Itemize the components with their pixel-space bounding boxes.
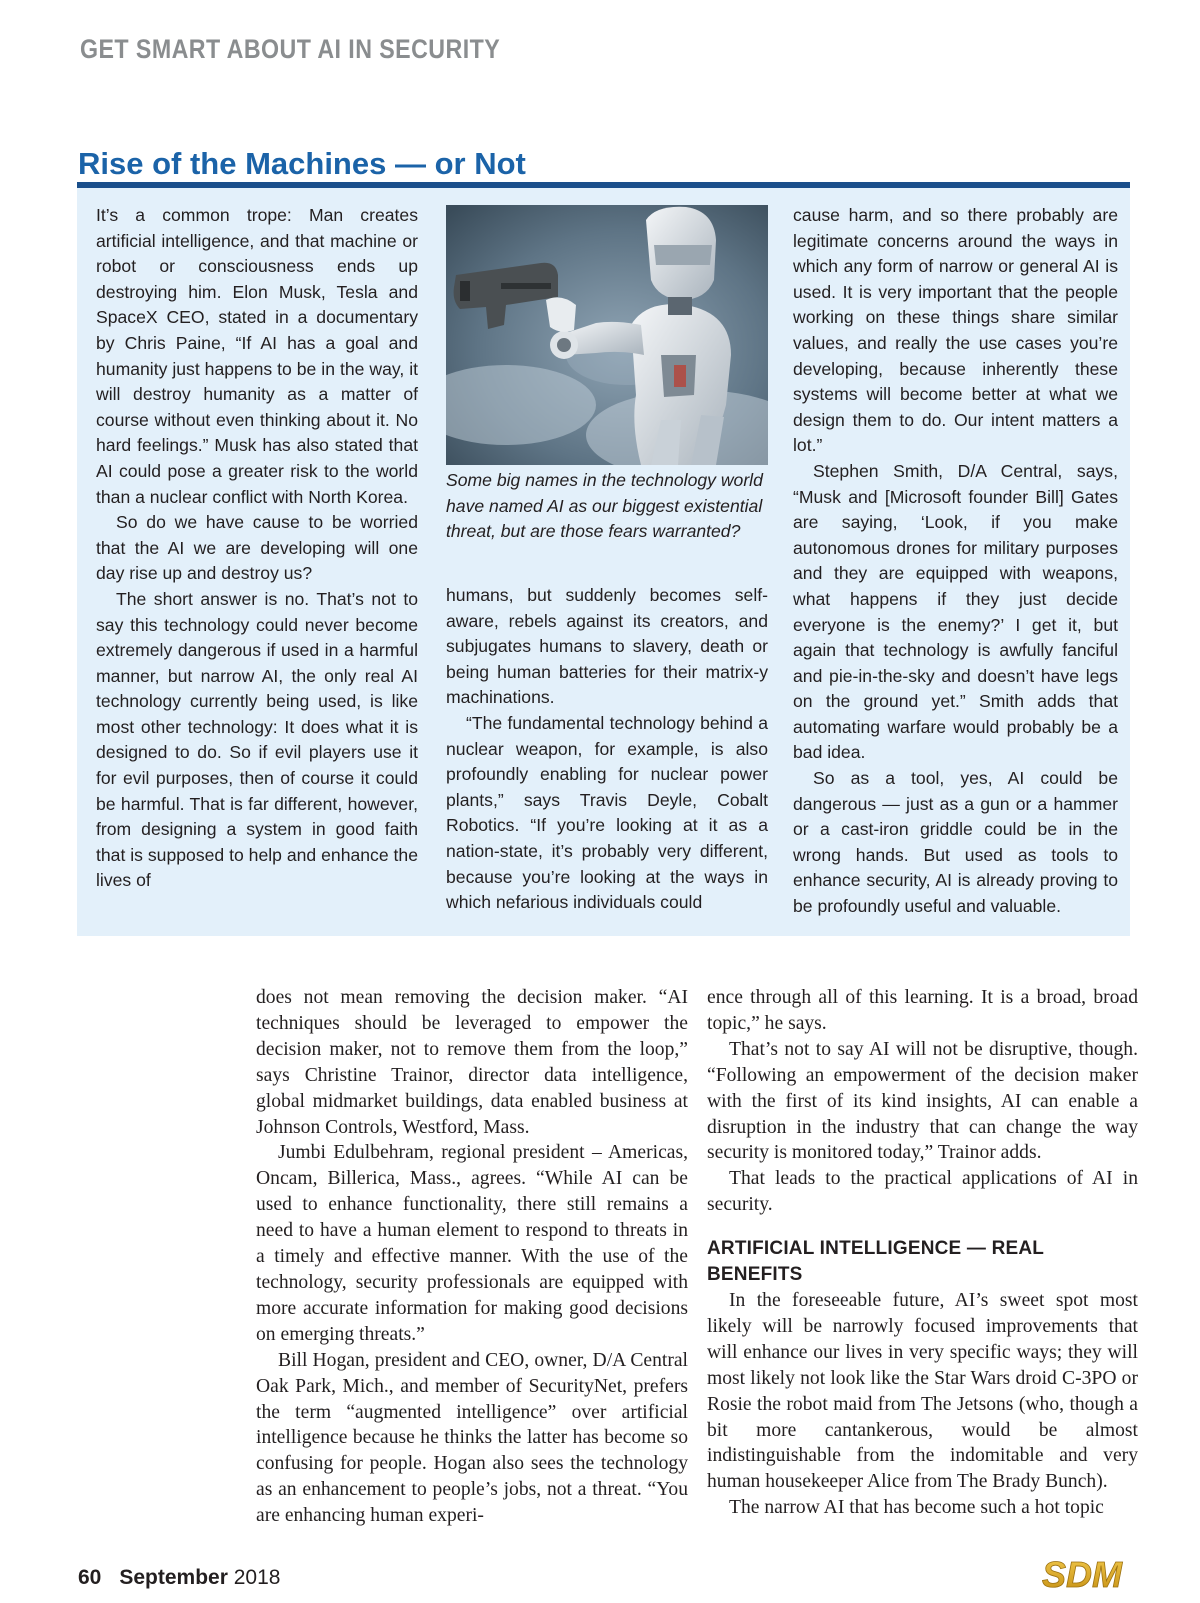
sidebar-paragraph: It’s a common trope: Man creates artificial intelligence, and that machine or robot or consciousness ends up destroying him. Elon Musk, Tesla and SpaceX CEO, stated in a documentary by Chris Paine, “If AI has a goal and humanity just happens to be in the way, it will destroy humanity as a matter of course without even thinking about it. No hard feelings.” Musk has also stated that AI could pose a greater risk to the world than a nuclear conflict with North Korea.	[96, 205, 418, 507]
issue-month: September	[119, 1566, 228, 1589]
body-paragraph: In the foreseeable future, AI’s sweet spot most likely will be narrowly focused improvements that will enhance our lives in very specific ways; they will most likely not look like the Star Wars droid C-3PO or Rosie the robot maid from The Jetsons (who, though a bit more cantankerous, would be almost indistinguishable from the indomitable and very human housekeeper Alice from The Brady Bunch).	[707, 1289, 1138, 1493]
page-footer	[78, 1566, 280, 1590]
body-paragraph: That’s not to say AI will not be disruptive, though. “Following an empowerment of the decision maker with the first of its kind insights, AI can enable a disruption in the industry that can change the way security is monitored today,” Trainor adds.	[707, 1038, 1138, 1164]
section-subhead: ARTIFICIAL INTELLIGENCE — REAL BENEFITS	[707, 1238, 1044, 1286]
body-paragraph: does not mean removing the decision maker. “AI techniques should be leveraged to empower the decision maker, not to remove them from the loop,” says Christine Trainor, director data intelligence, global midmarket buildings, data enabled business at Johnson Controls, Westford, Mass.	[256, 987, 688, 1138]
body-paragraph: The narrow AI that has become such a hot topic	[729, 1497, 1104, 1519]
body-paragraph: That leads to the practical applications of AI in security.	[707, 1168, 1138, 1216]
robot-with-gun-photo	[446, 205, 768, 465]
sidebar-paragraph: cause harm, and so there probably are legitimate concerns around the ways in which any form of narrow or general AI is used. It is very important that the people working on these things share similar values, and really the use cases you’re developing, because inherently these systems will become better at what we design them to do. Our intent matters a lot.”	[793, 205, 1118, 456]
sidebar-paragraph: Stephen Smith, D/A Central, says, “Musk and [Microsoft founder Bill] Gates are saying, ‘Look, if you make autonomous drones for military purposes and they are equipped with weapons, what happens if they just decide everyone is the enemy?’ I get it, but again that technology is awfully fanciful and pie-in-the-sky and doesn’t have legs on the ground yet.” Smith adds that automating warfare would probably be a bad idea.	[793, 460, 1118, 763]
sidebar-right-column	[793, 203, 1118, 920]
issue-year: 2018	[233, 1566, 281, 1589]
sidebar-paragraph: So as a tool, yes, AI could be dangerous — just as a gun or a hammer or a cast-iron griddle could be in the wrong hands. But used as tools to enhance security, AI is already proving to be profoundly useful and valuable.	[793, 768, 1118, 917]
body-paragraph: ence through all of this learning. It is a broad, broad topic,” he says.	[707, 987, 1138, 1034]
section-title: GET SMART ABOUT AI IN SECURITY	[80, 34, 501, 64]
photo-caption: Some big names in the technology world have named AI as our biggest existential threat, but are those fears warranted?	[446, 470, 763, 542]
body-paragraph: Jumbi Edulbehram, regional president – Americas, Oncam, Billerica, Mass., agrees. “While AI can be used to enhance functionality, there still remains a need to have a human element to respond to threats in a timely and effective manner. With the use of the technology, security professionals are equipped with more accurate information for making good decisions on emerging threats.”	[256, 1142, 688, 1345]
sdm-logo	[1038, 1554, 1140, 1594]
sidebar-paragraph: The short answer is no. That’s not to say this technology could never become extremely dangerous if used in a harmful manner, but narrow AI, the only real AI technology currently being used, is like most other technology: It does what it is designed to do. So if evil players use it for evil purposes, then of course it could be harmful. That is far different, however, from designing a system in good faith that is supposed to help and enhance the lives of	[96, 588, 418, 891]
sidebar-middle-column	[446, 583, 768, 916]
page-number: 60	[78, 1566, 102, 1589]
sidebar-paragraph: So do we have cause to be worried that the AI we are developing will one day rise up and destroy us?	[96, 512, 418, 584]
body-paragraph: Bill Hogan, president and CEO, owner, D/A Central Oak Park, Mich., and member of SecurityNet, prefers the term “augmented intelligence” over artificial intelligence because he thinks the latter has become so confusing for people. Hogan also sees the technology as an enhancement to people’s jobs, not a threat. “You are enhancing human experi-	[256, 1349, 688, 1527]
sidebar-left-column	[96, 203, 418, 894]
sidebar-paragraph: humans, but suddenly becomes self-aware, rebels against its creators, and subjugates humans to slavery, death or being human batteries for their matrix-y machinations.	[446, 585, 768, 708]
body-left-column	[256, 985, 688, 1529]
body-right-column	[707, 985, 1138, 1521]
sidebar-title: Rise of the Machines — or Not	[78, 146, 526, 181]
sidebar-paragraph: “The fundamental technology behind a nuclear weapon, for example, is also profoundly enabling for nuclear power plants,” says Travis Deyle, Cobalt Robotics. “If you’re looking at it as a nation-state, it’s probably very different, because you’re looking at the ways in which nefarious individuals could	[446, 712, 768, 913]
sdm-logo-text: SDM	[1042, 1554, 1122, 1594]
